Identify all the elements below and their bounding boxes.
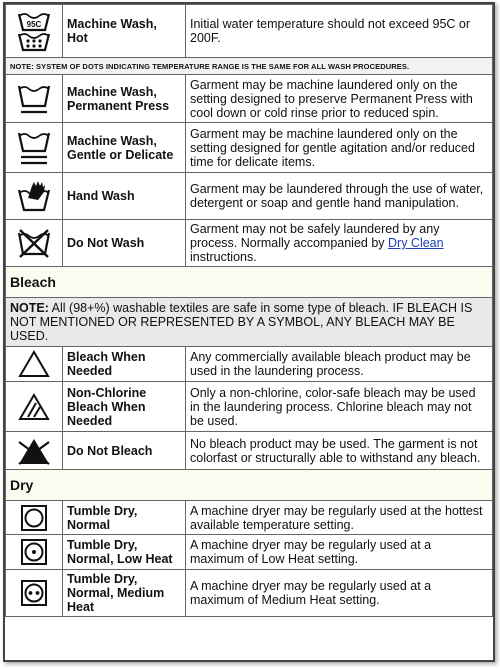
- symbol-description: [186, 220, 493, 267]
- bleach-section-title: Bleach: [6, 267, 493, 298]
- table-row: [6, 382, 493, 432]
- do-not-wash-icon: [6, 220, 63, 267]
- tumble-dry-low-icon: [6, 535, 63, 570]
- table-row: [6, 570, 493, 617]
- non-chlorine-bleach-icon: [6, 382, 63, 432]
- bleach-note-row: [6, 298, 493, 347]
- symbol-description: A machine dryer may be regularly used at a maximum of Low Heat setting.: [186, 535, 493, 570]
- symbol-description: Garment may be laundered through the use of water, detergent or soap and gentle hand manipulation.: [186, 173, 493, 220]
- symbol-description: Garment may be machine laundered only on the setting designed to preserve Permanent Press with cool down or cold rinse prior to reduced spin.: [186, 75, 493, 123]
- symbol-name: Tumble Dry, Normal: [63, 501, 186, 535]
- symbol-name: Bleach When Needed: [63, 347, 186, 382]
- do-not-bleach-icon: [6, 432, 63, 470]
- symbol-description: Any commercially available bleach product may be used in the laundering process.: [186, 347, 493, 382]
- symbol-name: Machine Wash, Hot: [63, 5, 186, 58]
- table-row: [6, 123, 493, 173]
- symbol-description: Only a non-chlorine, color-safe bleach may be used in the laundering process. Chlorine bleach may not be used.: [186, 382, 493, 432]
- wash-tub-95c-icon: [6, 5, 63, 58]
- table-row: [6, 535, 493, 570]
- symbol-name: Non-Chlorine Bleach When Needed: [63, 382, 186, 432]
- symbol-name: Do Not Bleach: [63, 432, 186, 470]
- desc-text: instructions.: [190, 250, 257, 264]
- care-symbol-table: [5, 4, 493, 617]
- note-label: NOTE:: [10, 301, 49, 315]
- dry-section-title: Dry: [6, 470, 493, 501]
- symbol-name: Hand Wash: [63, 173, 186, 220]
- symbol-description: Garment may be machine laundered only on the setting designed for gentle agitation and/or reduced time for delicate items.: [186, 123, 493, 173]
- table-row: [6, 432, 493, 470]
- desc-text: Garment may not be safely laundered by any process. Normally accompanied by: [190, 222, 440, 250]
- wash-tub-gentle-icon: [6, 123, 63, 173]
- wash-note: NOTE: SYSTEM OF DOTS INDICATING TEMPERATURE RANGE IS THE SAME FOR ALL WASH PROCEDURES.: [6, 58, 493, 75]
- table-row: [6, 501, 493, 535]
- laundry-care-chart: [3, 2, 495, 662]
- section-header-row: [6, 470, 493, 501]
- symbol-description: A machine dryer may be regularly used at a maximum of Medium Heat setting.: [186, 570, 493, 617]
- symbol-description: Initial water temperature should not exceed 95C or 200F.: [186, 5, 493, 58]
- tumble-dry-medium-icon: [6, 570, 63, 617]
- table-row: [6, 347, 493, 382]
- dry-clean-link[interactable]: Dry Clean: [388, 236, 444, 250]
- symbol-description: A machine dryer may be regularly used at the hottest available temperature setting.: [186, 501, 493, 535]
- note-text: All (98+%) washable textiles are safe in some type of bleach. IF BLEACH IS NOT MENTIONED OR REPRESENTED BY A SYMBOL, ANY BLEACH MAY BE USED.: [10, 301, 473, 343]
- symbol-name: Tumble Dry, Normal, Medium Heat: [63, 570, 186, 617]
- table-row: [6, 75, 493, 123]
- symbol-name: Tumble Dry, Normal, Low Heat: [63, 535, 186, 570]
- bleach-triangle-icon: [6, 347, 63, 382]
- table-row: [6, 5, 493, 58]
- hand-wash-icon: [6, 173, 63, 220]
- tumble-dry-normal-icon: [6, 501, 63, 535]
- table-row: [6, 173, 493, 220]
- svg-text:95C: 95C: [26, 20, 42, 29]
- wash-note-row: [6, 58, 493, 75]
- wash-tub-permanent-press-icon: [6, 75, 63, 123]
- section-header-row: [6, 267, 493, 298]
- symbol-name: Machine Wash, Gentle or Delicate: [63, 123, 186, 173]
- symbol-name: Do Not Wash: [63, 220, 186, 267]
- table-row: [6, 220, 493, 267]
- bleach-note: [6, 298, 493, 347]
- symbol-name: Machine Wash, Permanent Press: [63, 75, 186, 123]
- symbol-description: No bleach product may be used. The garment is not colorfast or structurally able to withstand any bleach.: [186, 432, 493, 470]
